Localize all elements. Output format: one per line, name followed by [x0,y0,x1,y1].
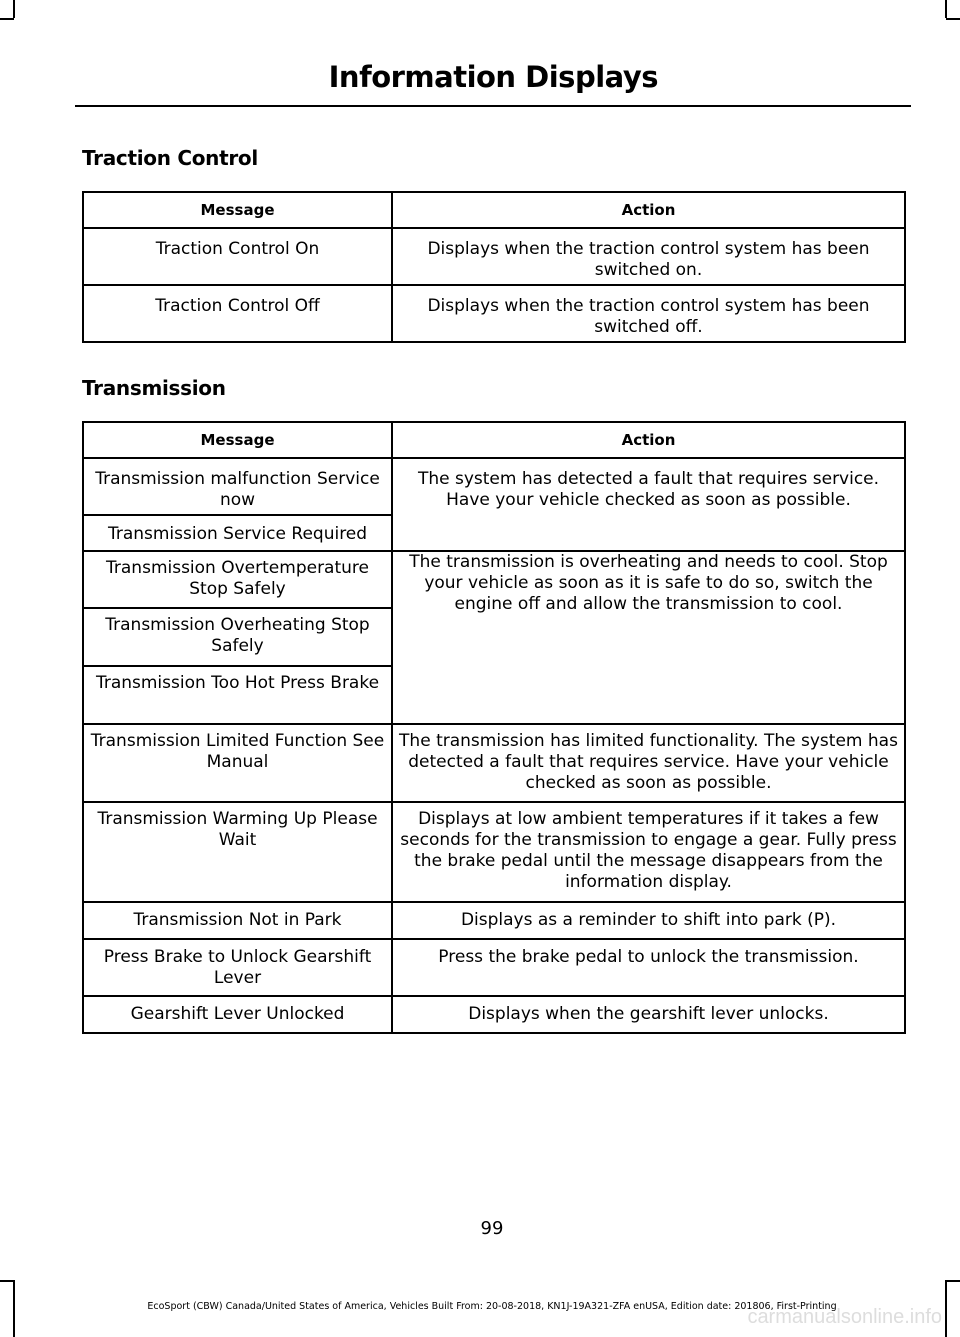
action-cell: Press the brake pedal to unlock the transmission. [392,939,905,996]
section-heading-transmission: Transmission [82,376,226,400]
title-rule [75,105,911,107]
crop-mark [945,0,947,18]
section-heading-traction-control: Traction Control [82,146,258,170]
edition-footer: EcoSport (CBW) Canada/United States of America, Vehicles Built From: 20-08-2018, KN1J-19A321-ZFA enUSA, Edition date: 201806, First-Printing [147,1301,837,1312]
action-cell: Displays when the traction control system has been switched on. [392,228,905,285]
traction-control-table [82,191,906,343]
action-cell: The transmission is overheating and needs to cool. Stop your vehicle as soon as it is safe to do so, switch the engine off and allow the transmission to cool. [392,551,905,724]
table-row [83,551,905,608]
message-cell: Transmission Warming Up Please Wait [83,802,392,902]
message-cell: Transmission Not in Park [83,902,392,939]
message-cell: Transmission Overheating Stop Safely [83,608,392,666]
table-row [83,902,905,939]
crop-mark [0,18,14,20]
table-header-row [83,422,905,458]
table-header-row [83,192,905,228]
action-cell: Displays as a reminder to shift into park (P). [392,902,905,939]
table-row [83,228,905,285]
message-cell: Transmission Limited Function See Manual [83,724,392,802]
table-row [83,458,905,515]
message-cell: Press Brake to Unlock Gearshift Lever [83,939,392,996]
message-cell: Traction Control Off [83,285,392,342]
table-row [83,724,905,802]
crop-mark [946,18,960,20]
page-number: 99 [480,1218,504,1239]
crop-mark [946,1280,960,1282]
table-row [83,285,905,342]
table-row [83,939,905,996]
action-cell: Displays when the gearshift lever unlocks. [392,996,905,1033]
action-cell: The system has detected a fault that requires service. Have your vehicle checked as soon as possible. [392,458,905,551]
action-cell: Displays when the traction control system has been switched off. [392,285,905,342]
message-cell: Transmission malfunction Service now [83,458,392,515]
page-title: Information Displays [328,60,658,94]
message-cell: Transmission Service Required [83,515,392,551]
message-cell: Transmission Too Hot Press Brake [83,666,392,724]
crop-mark [13,0,15,18]
message-cell: Transmission Overtemperature Stop Safely [83,551,392,608]
column-header-action: Action [392,422,905,458]
crop-mark [0,1280,14,1282]
action-cell: The transmission has limited functionality. The system has detected a fault that requires service. Have your vehicle checked as soon as possible. [392,724,905,802]
watermark: carmanualsonline.info [747,1306,942,1328]
action-cell: Displays at low ambient temperatures if it takes a few seconds for the transmission to engage a gear. Fully press the brake pedal until the message disappears from the information display. [392,802,905,902]
message-cell: Traction Control On [83,228,392,285]
column-header-action: Action [392,192,905,228]
table-row [83,996,905,1033]
column-header-message: Message [83,192,392,228]
column-header-message: Message [83,422,392,458]
message-cell: Gearshift Lever Unlocked [83,996,392,1033]
transmission-table [82,421,906,1034]
table-row [83,802,905,902]
